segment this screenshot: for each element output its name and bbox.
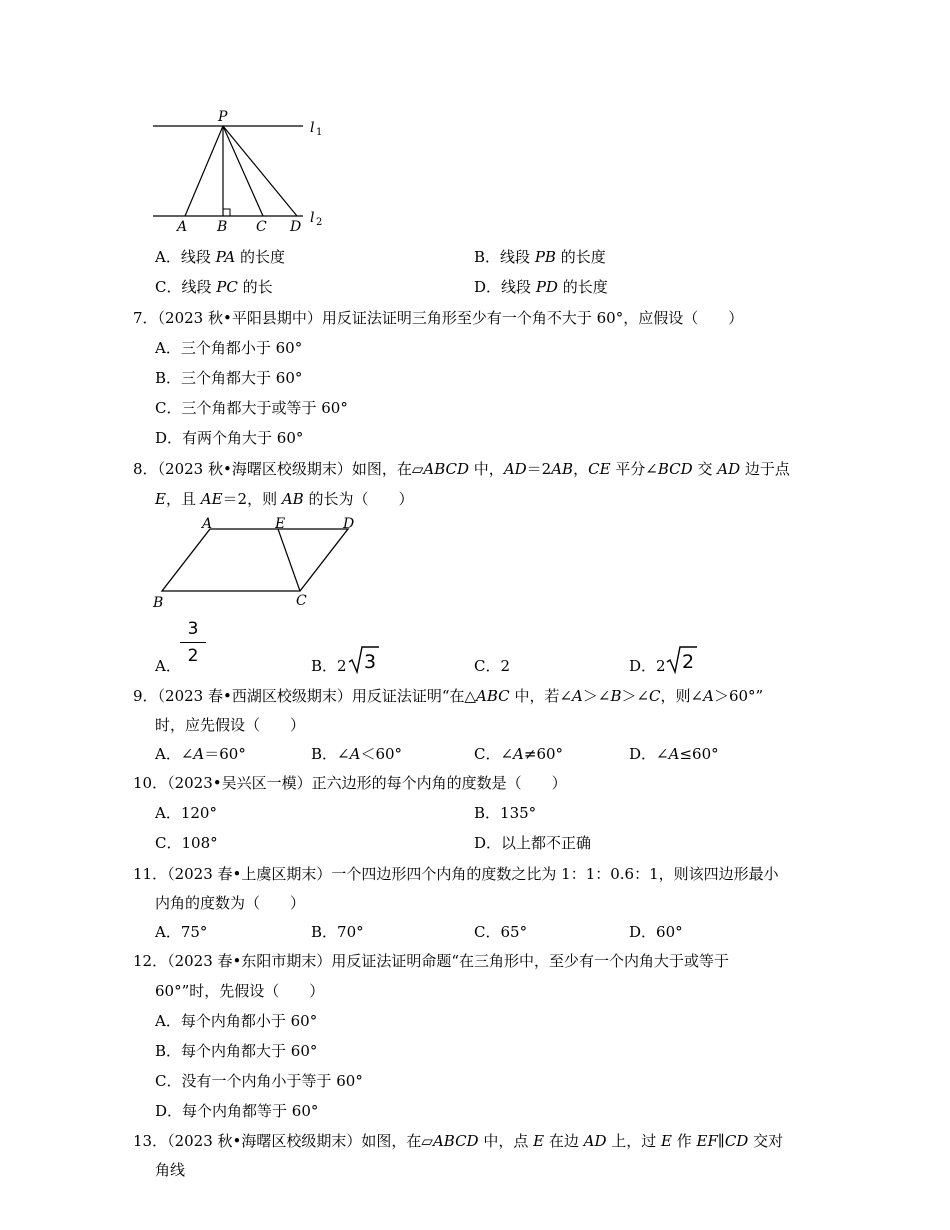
q8-option-c: C．2	[474, 657, 511, 675]
text: ＝60°	[204, 745, 246, 763]
option-letter: D．	[629, 657, 657, 675]
option-text: 线段	[181, 278, 217, 296]
option-text: 的长度	[557, 278, 608, 296]
text: 作	[671, 1132, 697, 1150]
var: ABCD	[432, 1132, 479, 1150]
option-coef: 2	[656, 657, 666, 675]
text: ，	[573, 460, 589, 478]
text: ，且	[165, 490, 201, 508]
q10-option-c: C．108°	[155, 834, 218, 852]
question-number: 7．	[133, 309, 158, 327]
text: 的长为（ ）	[303, 490, 414, 508]
var: A	[668, 745, 680, 763]
q8-stem-line2	[155, 489, 413, 509]
text: B．∠	[311, 745, 350, 763]
sqrt-symbol	[348, 645, 380, 675]
q12-option-c: C．没有一个内角小于等于 60°	[155, 1072, 363, 1090]
text: （2023 秋•海曙区校级期末）如图，在	[157, 460, 412, 478]
question-number: 10．	[133, 774, 168, 792]
var: A	[572, 687, 583, 705]
question-number: 9．	[133, 687, 158, 705]
figure-lines-l1-l2	[145, 105, 345, 235]
q8-option-a-fraction	[180, 618, 206, 667]
parallelogram-symbol: ▱	[421, 1132, 433, 1150]
q9-option-a	[155, 744, 246, 764]
option-letter: A．	[155, 248, 181, 266]
text: 平分∠	[610, 460, 658, 478]
q6-option-a	[155, 247, 285, 267]
text: 在边	[544, 1132, 584, 1150]
question-number: 8．	[133, 460, 158, 478]
q11-stem-line2: 内角的度数为（ ）	[155, 894, 306, 912]
option-text: 的长度	[235, 248, 285, 266]
sqrt-radicand: 3	[364, 651, 377, 673]
segment-PD	[223, 126, 297, 216]
right-angle-mark	[223, 209, 230, 216]
label-A: A	[177, 219, 188, 235]
label-l1: l	[310, 120, 315, 136]
text: 上，过	[606, 1132, 662, 1150]
q7-option-c: C．三个角都大于或等于 60°	[155, 399, 348, 417]
var: E	[155, 490, 166, 508]
q7-option-b: B．三个角都大于 60°	[155, 369, 303, 387]
question-number: 11．	[133, 865, 168, 883]
text: ≤60°	[679, 745, 719, 763]
label-P: P	[218, 109, 228, 125]
var: AB	[551, 460, 574, 478]
q12-stem-line1	[133, 951, 729, 971]
var: EF	[696, 1132, 718, 1150]
sqrt-radicand: 2	[682, 651, 695, 673]
label-C: C	[296, 593, 307, 609]
fraction-bar	[180, 642, 206, 643]
option-text: 线段	[500, 248, 535, 266]
label-B: B	[153, 595, 164, 611]
q11-option-c: C．65°	[474, 923, 528, 941]
option-coef: 2	[337, 657, 347, 675]
label-E: E	[275, 516, 286, 532]
option-letter: B．	[311, 657, 338, 675]
q10-option-b: B．135°	[474, 804, 537, 822]
var: BCD	[657, 460, 693, 478]
text: ＞60°”	[713, 687, 764, 705]
label-D: D	[290, 219, 302, 235]
text: ，则∠	[660, 687, 704, 705]
parallelogram-ABCD	[162, 529, 348, 591]
question-text: （2023•吴兴区一模）正六边形的每个内角的度数是（ ）	[167, 774, 567, 792]
option-text: 线段	[501, 278, 536, 296]
question-number: 13．	[133, 1132, 168, 1150]
q6-option-b	[474, 247, 606, 267]
var: A	[513, 745, 524, 763]
text: 交	[692, 460, 718, 478]
sqrt-symbol	[666, 645, 698, 675]
var: A	[193, 745, 205, 763]
text: 中，	[469, 460, 504, 478]
segment-CE	[278, 529, 300, 591]
label-l1-sub: 1	[316, 127, 323, 138]
segment-PA	[185, 126, 223, 216]
label-C: C	[256, 219, 267, 235]
var: E	[661, 1132, 672, 1150]
text: ≠60°	[523, 745, 564, 763]
question-text: （2023 秋•平阳县期中）用反证法证明三角形至少有一个角不大于 60°，应假设（ ）	[157, 309, 744, 327]
q6-option-d	[474, 277, 608, 297]
q12-option-b: B．每个内角都大于 60°	[155, 1042, 318, 1060]
q10-option-d: D．以上都不正确	[474, 834, 592, 852]
fraction-denominator: 2	[187, 646, 199, 666]
text: ＞∠	[582, 687, 611, 705]
q9-option-d	[629, 744, 719, 764]
question-number: 12．	[133, 952, 168, 970]
text: 中，点	[478, 1132, 534, 1150]
q9-option-b	[311, 744, 402, 764]
text: 边于点	[740, 460, 790, 478]
option-text: 的长度	[555, 248, 606, 266]
var: ABCD	[423, 460, 470, 478]
q8-option-a-letter: A．	[155, 657, 181, 675]
var: AD	[717, 460, 741, 478]
option-text: 线段	[180, 248, 216, 266]
var: AD	[503, 460, 527, 478]
label-l2-sub: 2	[316, 217, 323, 228]
option-letter: D．	[474, 278, 502, 296]
q8-option-d	[629, 656, 666, 676]
text: ＞∠	[621, 687, 650, 705]
text: ＜60°	[360, 745, 403, 763]
option-text: 的长	[237, 278, 273, 296]
q7-option-d: D．有两个角大于 60°	[155, 429, 304, 447]
text: A．∠	[155, 745, 194, 763]
var: CD	[724, 1132, 749, 1150]
var: C	[649, 687, 661, 705]
q6-option-c	[155, 277, 273, 297]
label-B: B	[217, 219, 228, 235]
text: D．∠	[629, 745, 669, 763]
segment-PC	[223, 126, 263, 216]
q7-option-a: A．三个角都小于 60°	[155, 339, 303, 357]
label-D: D	[343, 516, 355, 532]
var: A	[349, 745, 361, 763]
text: ＝2，则	[222, 490, 282, 508]
text: ∥	[717, 1132, 725, 1150]
q13-stem-line1	[133, 1131, 783, 1151]
var: AE	[200, 490, 223, 508]
var: AB	[281, 490, 304, 508]
option-var: PA	[215, 248, 236, 266]
text: （2023 春•西湖区校级期末）用反证法证明“在△	[157, 687, 477, 705]
var: B	[610, 687, 622, 705]
question-text: （2023 春•东阳市期末）用反证法证明命题“在三角形中，至少有一个内角大于或等于	[167, 952, 730, 970]
q12-option-d: D．每个内角都等于 60°	[155, 1102, 319, 1120]
option-var: PC	[216, 278, 238, 296]
var: ABC	[476, 687, 510, 705]
q9-stem-line1	[133, 686, 763, 706]
label-l2: l	[310, 210, 315, 226]
q11-option-b: B．70°	[311, 923, 364, 941]
option-var: PB	[534, 248, 556, 266]
q12-stem-line2: 60°”时，先假设（ ）	[155, 982, 325, 1000]
text: 中，若∠	[509, 687, 573, 705]
text: （2023 秋•海曙区校级期末）如图，在	[167, 1132, 422, 1150]
figure-parallelogram	[145, 515, 365, 615]
q12-option-a: A．每个内角都小于 60°	[155, 1012, 318, 1030]
q9-stem-line2: 时，应先假设（ ）	[155, 716, 306, 734]
text: 交对	[748, 1132, 784, 1150]
option-letter: B．	[474, 248, 501, 266]
q9-option-c	[474, 744, 563, 764]
q11-stem-line1	[133, 864, 779, 884]
text: ＝2	[526, 460, 552, 478]
option-var: PD	[535, 278, 558, 296]
parallelogram-symbol: ▱	[411, 460, 424, 478]
question-text: （2023 春•上虞区期末）一个四边形四个内角的度数之比为 1：1：0.6：1，则该四边形最小	[167, 865, 779, 883]
var: AD	[583, 1132, 607, 1150]
var: CE	[588, 460, 611, 478]
q8-option-b	[311, 656, 347, 676]
fraction-numerator: 3	[187, 619, 199, 639]
q11-option-d: D．60°	[629, 923, 683, 941]
q8-stem-line1	[133, 459, 790, 479]
label-A: A	[202, 516, 213, 532]
text: C．∠	[474, 745, 514, 763]
q13-stem-line2: 角线	[155, 1161, 186, 1179]
var: E	[533, 1132, 545, 1150]
q7-stem	[133, 308, 743, 328]
q10-stem	[133, 773, 567, 793]
var: A	[703, 687, 714, 705]
q11-option-a: A．75°	[155, 923, 208, 941]
q10-option-a: A．120°	[155, 804, 217, 822]
option-letter: C．	[155, 278, 182, 296]
